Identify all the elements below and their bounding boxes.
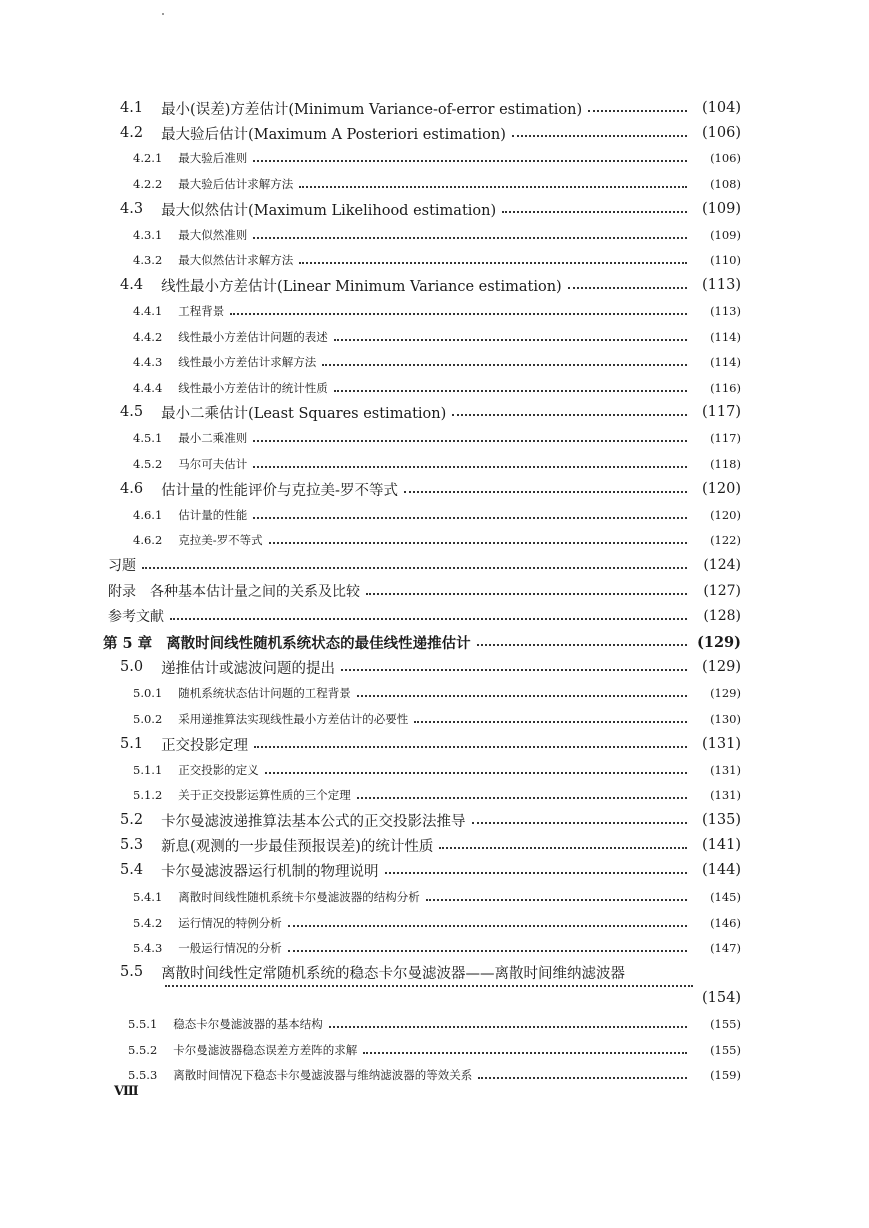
dot-leader (299, 262, 687, 264)
toc-entry-4-2-1[interactable] (0, 145, 869, 171)
entry-page: (129) (710, 686, 741, 700)
entry-title: 最大验后估计(Maximum A Posteriori estimation) (161, 126, 506, 143)
entry-number: 5.0 (120, 659, 144, 675)
entry-title: 最小(误差)方差估计(Minimum Variance-of-error estimation) (161, 101, 583, 118)
entry-number: 4.1 (120, 100, 144, 116)
entry-page: (114) (710, 330, 741, 344)
entry-number: 4.5.1 (133, 431, 163, 445)
scan-speck (162, 13, 164, 15)
dot-leader (357, 797, 687, 799)
entry-number: 5.5.3 (128, 1068, 158, 1082)
entry-number: 5.1.1 (133, 763, 163, 777)
entry-page: (106) (702, 125, 741, 141)
entry-page: (118) (710, 457, 741, 471)
toc-entry-4-4-4[interactable] (0, 375, 869, 401)
entry-page: (116) (710, 381, 741, 395)
dot-leader (439, 847, 687, 849)
entry-title: 工程背景 (178, 304, 225, 318)
toc-entry-4-3[interactable] (0, 196, 869, 222)
entry-page: (159) (710, 1068, 741, 1082)
entry-title: 离散时间线性定常随机系统的稳态卡尔曼滤波器——离散时间维纳滤波器 (161, 965, 626, 982)
entry-title: 附录 各种基本估计量之间的关系及比较 (108, 584, 360, 600)
entry-title: 正交投影的定义 (178, 763, 259, 777)
toc-entry-5-4-2[interactable] (0, 910, 869, 936)
entry-title: 最大似然估计求解方法 (178, 253, 294, 267)
entry-number: 5.1.2 (133, 788, 163, 802)
dot-leader (230, 313, 687, 315)
entry-title: 线性最小方差估计求解方法 (178, 355, 317, 369)
entry-page: (146) (710, 916, 741, 930)
dot-leader (269, 542, 687, 544)
entry-number: 4.3.1 (133, 228, 163, 242)
entry-number: 5.1 (120, 736, 144, 752)
entry-page: (135) (702, 812, 741, 828)
entry-number: 4.6 (120, 481, 144, 497)
toc-entry-4-6-1[interactable] (0, 502, 869, 528)
chapter-title: 离散时间线性随机系统状态的最佳线性递推估计 (166, 634, 471, 652)
toc-entry-5-4-3[interactable] (0, 935, 869, 961)
toc-entry-4-4-2[interactable] (0, 324, 869, 350)
entry-title: 运行情况的特例分析 (178, 916, 282, 930)
toc-entry-5-0-2[interactable] (0, 706, 869, 732)
entry-title: 随机系统状态估计问题的工程背景 (178, 686, 351, 700)
entry-page: (113) (710, 304, 741, 318)
toc-entry-4-6[interactable] (0, 476, 869, 502)
entry-title: 最大似然估计(Maximum Likelihood estimation) (161, 202, 497, 219)
entry-page: (109) (702, 201, 741, 217)
toc-entry-5-4[interactable] (0, 857, 869, 883)
entry-number: 4.4.3 (133, 355, 163, 369)
entry-number: 5.4.1 (133, 890, 163, 904)
toc-entry-4-1[interactable] (0, 95, 869, 121)
entry-title: 最大似然准则 (178, 228, 248, 242)
dot-leader (254, 746, 687, 748)
dot-leader (478, 1077, 687, 1079)
entry-number: 5.5.2 (128, 1043, 158, 1057)
dot-leader (142, 567, 687, 569)
entry-page: (117) (710, 431, 741, 445)
entry-page: (141) (702, 837, 741, 853)
toc-entry-4-2[interactable] (0, 120, 869, 146)
dot-leader (385, 872, 687, 874)
toc-entry-5-4-1[interactable] (0, 884, 869, 910)
entry-title: 采用递推算法实现线性最小方差估计的必要性 (178, 712, 409, 726)
entry-title: 最小二乘准则 (178, 431, 248, 445)
toc-entry-4-5-1[interactable] (0, 425, 869, 451)
dot-leader (414, 721, 687, 723)
dot-leader (170, 618, 687, 620)
entry-number: 4.6.2 (133, 533, 163, 547)
dot-leader (477, 644, 687, 646)
entry-title: 正交投影定理 (161, 737, 249, 754)
entry-page: (129) (702, 659, 741, 675)
entry-title: 新息(观测的一步最佳预报误差)的统计性质 (161, 838, 434, 855)
entry-page: (144) (702, 862, 741, 878)
entry-number: 5.5.1 (128, 1017, 158, 1031)
entry-number: 4.2 (120, 125, 144, 141)
entry-page: (155) (710, 1017, 741, 1031)
entry-number: 4.5 (120, 404, 144, 420)
entry-number: 5.2 (120, 812, 144, 828)
entry-title: 线性最小方差估计的统计性质 (178, 381, 328, 395)
entry-number: 4.4.4 (133, 381, 163, 395)
entry-title: 最大验后估计求解方法 (178, 177, 294, 191)
entry-number: 4.2.1 (133, 151, 163, 165)
entry-number: 5.3 (120, 837, 144, 853)
toc-entry-5-3[interactable] (0, 832, 869, 858)
toc-entry-4-3-2[interactable] (0, 247, 869, 273)
dot-leader (502, 211, 687, 213)
dot-leader (588, 110, 687, 112)
dot-leader (322, 364, 687, 366)
entry-title: 一般运行情况的分析 (178, 941, 282, 955)
entry-number: 5.4.2 (133, 916, 163, 930)
entry-title: 卡尔曼滤波器运行机制的物理说明 (161, 863, 379, 880)
dot-leader (253, 466, 687, 468)
entry-title: 马尔可夫估计 (178, 457, 248, 471)
dot-leader (357, 695, 687, 697)
toc-entry-4-5[interactable] (0, 399, 869, 425)
dot-leader (253, 237, 687, 239)
entry-number: 4.3.2 (133, 253, 163, 267)
entry-page: (117) (702, 404, 741, 420)
toc-entry-5-1-2[interactable] (0, 782, 869, 808)
entry-page: (120) (710, 508, 741, 522)
dot-leader (334, 390, 687, 392)
entry-number: 5.0.2 (133, 712, 163, 726)
entry-title: 卡尔曼滤波器稳态误差方差阵的求解 (173, 1043, 358, 1057)
entry-page: (120) (702, 481, 741, 497)
entry-title: 递推估计或滤波问题的提出 (161, 660, 336, 677)
page-folio: Ⅷ (114, 1084, 139, 1099)
dot-leader (512, 135, 687, 137)
chapter-number: 第 5 章 (103, 634, 153, 652)
toc-entry-4-4-3[interactable] (0, 349, 869, 375)
toc-entry-4-3-1[interactable] (0, 222, 869, 248)
dot-leader (334, 339, 687, 341)
entry-page: (110) (710, 253, 741, 267)
entry-title: 关于正交投影运算性质的三个定理 (178, 788, 351, 802)
dot-leader (472, 822, 687, 824)
toc-entry-4-2-2[interactable] (0, 171, 869, 197)
dot-leader (253, 160, 687, 162)
entry-number: 5.4 (120, 862, 144, 878)
entry-number: 4.6.1 (133, 508, 163, 522)
entry-title: 参考文献 (108, 609, 164, 625)
entry-page: (113) (702, 277, 741, 293)
dot-leader (568, 287, 687, 289)
toc-entry-4-4-1[interactable] (0, 298, 869, 324)
entry-page: (114) (710, 355, 741, 369)
entry-title: 卡尔曼滤波递推算法基本公式的正交投影法推导 (161, 813, 466, 830)
dot-leader (253, 517, 687, 519)
dot-leader (426, 899, 687, 901)
dot-leader (404, 491, 687, 493)
entry-page: (130) (710, 712, 741, 726)
toc-entry-5-2[interactable] (0, 807, 869, 833)
entry-page: (104) (702, 100, 741, 116)
entry-number: 4.4.1 (133, 304, 163, 318)
entry-title: 估计量的性能 (178, 508, 248, 522)
entry-page: (108) (710, 177, 741, 191)
entry-title: 稳态卡尔曼滤波器的基本结构 (173, 1017, 323, 1031)
toc-entry-exercises[interactable] (0, 552, 869, 578)
dot-leader (288, 925, 687, 927)
entry-page: (128) (703, 608, 741, 624)
entry-page: (154) (702, 990, 741, 1006)
entry-page: (131) (710, 788, 741, 802)
dot-leader (341, 669, 687, 671)
toc-entry-4-4[interactable] (0, 272, 869, 298)
entry-title: 克拉美-罗不等式 (178, 533, 263, 547)
toc-entry-5-5[interactable] (0, 959, 869, 1011)
entry-title: 最小二乘估计(Least Squares estimation) (161, 405, 447, 422)
dot-leader (265, 772, 687, 774)
toc-entry-4-6-2[interactable] (0, 527, 869, 553)
entry-page: (131) (710, 763, 741, 777)
entry-page: (122) (710, 533, 741, 547)
toc-entry-5-0-1[interactable] (0, 680, 869, 706)
entry-title: 习题 (108, 558, 136, 574)
entry-page: (109) (710, 228, 741, 242)
entry-page: (145) (710, 890, 741, 904)
entry-title: 离散时间线性随机系统卡尔曼滤波器的结构分析 (178, 890, 420, 904)
toc-entry-5-5-1[interactable] (0, 1011, 869, 1037)
entry-page: (106) (710, 151, 741, 165)
entry-page: (147) (710, 941, 741, 955)
entry-page: (127) (703, 583, 741, 599)
entry-page: (131) (702, 736, 741, 752)
entry-title: 估计量的性能评价与克拉美-罗不等式 (161, 482, 398, 499)
toc-entry-5-1-1[interactable] (0, 757, 869, 783)
entry-title: 离散时间情况下稳态卡尔曼滤波器与维纳滤波器的等效关系 (173, 1068, 473, 1082)
entry-title: 线性最小方差估计(Linear Minimum Variance estimation) (161, 278, 562, 295)
toc-entry-5-1[interactable] (0, 731, 869, 757)
dot-leader (299, 186, 687, 188)
entry-page: (129) (697, 633, 741, 651)
toc-entry-4-5-2[interactable] (0, 451, 869, 477)
dot-leader (363, 1052, 687, 1054)
entry-number: 4.4 (120, 277, 144, 293)
toc-entry-chapter-5[interactable] (0, 629, 869, 655)
entry-page: (155) (710, 1043, 741, 1057)
entry-title: 最大验后准则 (178, 151, 248, 165)
toc-entry-5-5-2[interactable] (0, 1037, 869, 1063)
dot-leader (329, 1026, 687, 1028)
toc-entry-5-0[interactable] (0, 654, 869, 680)
entry-number: 4.2.2 (133, 177, 163, 191)
dot-leader (165, 977, 693, 987)
dot-leader (452, 414, 687, 416)
entry-title: 线性最小方差估计问题的表述 (178, 330, 328, 344)
entry-page: (124) (703, 557, 741, 573)
toc-entry-references[interactable] (0, 603, 869, 629)
dot-leader (366, 593, 687, 595)
entry-number: 5.5 (120, 964, 144, 980)
entry-number: 5.4.3 (133, 941, 163, 955)
toc-entry-appendix[interactable] (0, 578, 869, 604)
entry-number: 4.4.2 (133, 330, 163, 344)
entry-number: 5.0.1 (133, 686, 163, 700)
dot-leader (253, 440, 687, 442)
entry-number: 4.5.2 (133, 457, 163, 471)
entry-number: 4.3 (120, 201, 144, 217)
dot-leader (288, 950, 687, 952)
